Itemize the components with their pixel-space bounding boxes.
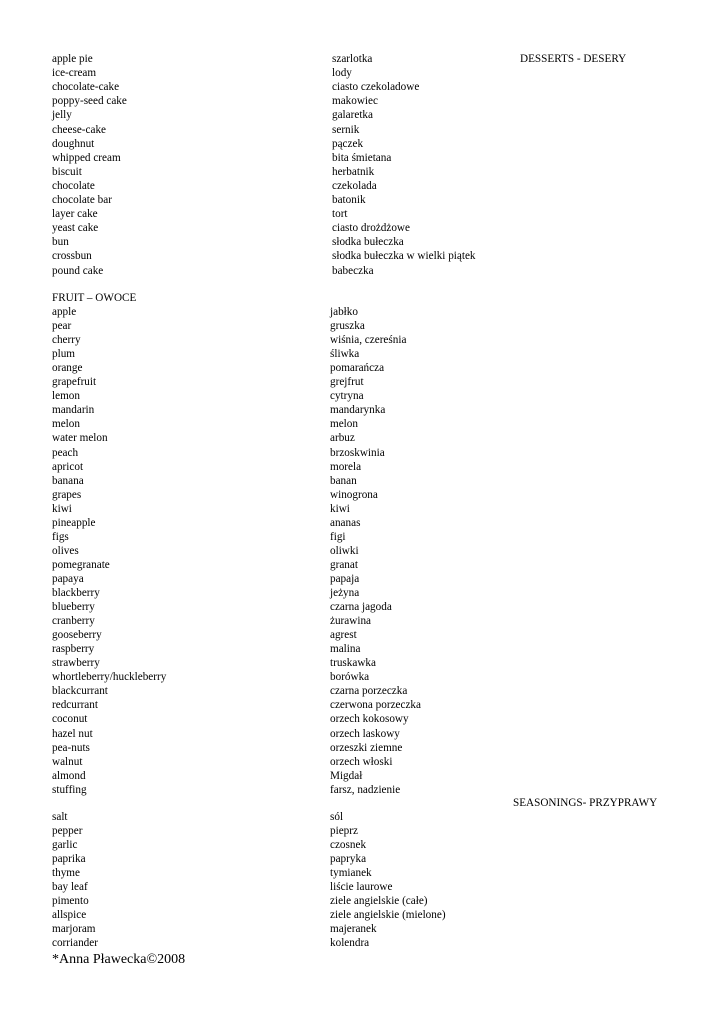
- desserts-heading: DESSERTS - DESERY: [520, 53, 627, 65]
- desserts-term-en: biscuit: [52, 165, 82, 178]
- seasonings-term-en: paprika: [52, 853, 86, 866]
- seasonings-term-pl: ziele angielskie (mielone): [330, 909, 446, 922]
- fruit-term-en: almond: [52, 769, 86, 782]
- fruit-term-pl: orzeszki ziemne: [330, 741, 403, 754]
- desserts-term-en: cheese-cake: [52, 123, 107, 136]
- fruit-term-en: blackcurrant: [52, 685, 108, 698]
- fruit-term-pl: papaja: [330, 572, 360, 585]
- fruit-term-pl: winogrona: [330, 488, 378, 501]
- desserts-term-en: chocolate-cake: [52, 81, 120, 94]
- fruit-term-en: blueberry: [52, 601, 95, 614]
- fruit-term-pl: czerwona porzeczka: [330, 699, 421, 712]
- fruit-term-pl: Migdał: [330, 769, 363, 782]
- fruit-term-pl: borówka: [330, 671, 370, 684]
- seasonings-term-en: garlic: [52, 839, 78, 852]
- desserts-term-pl: galaretka: [332, 109, 373, 122]
- fruit-term-pl: granat: [330, 558, 358, 571]
- desserts-term-en: bun: [52, 236, 69, 249]
- desserts-term-en: doughnut: [52, 137, 95, 150]
- fruit-term-pl: banan: [330, 474, 357, 487]
- seasonings-heading: SEASONINGS- PRZYPRAWY: [513, 797, 658, 809]
- desserts-term-en: pound cake: [52, 264, 104, 277]
- fruit-term-en: cranberry: [52, 615, 95, 628]
- fruit-term-en: water melon: [52, 432, 108, 445]
- seasonings-term-en: salt: [52, 811, 68, 823]
- fruit-term-en: cherry: [52, 334, 81, 347]
- desserts-term-en: poppy-seed cake: [52, 95, 127, 108]
- desserts-term-en: apple pie: [52, 53, 93, 65]
- fruit-term-pl: orzech laskowy: [330, 727, 400, 740]
- fruit-term-en: orange: [52, 362, 83, 375]
- seasonings-term-en: allspice: [52, 909, 87, 922]
- desserts-term-pl: bita śmietana: [332, 151, 392, 164]
- fruit-term-pl: kiwi: [330, 502, 350, 515]
- fruit-term-pl: brzoskwinia: [330, 446, 385, 459]
- fruit-term-pl: jeżyna: [330, 587, 360, 599]
- fruit-term-en: hazel nut: [52, 727, 93, 740]
- desserts-term-pl: szarlotka: [332, 53, 373, 65]
- fruit-term-pl: orzech włoski: [330, 755, 393, 768]
- desserts-term-pl: makowiec: [332, 95, 378, 108]
- fruit-term-pl: cytryna: [330, 390, 364, 403]
- seasonings-term-pl: czosnek: [330, 839, 367, 852]
- fruit-term-pl: gruszka: [330, 320, 365, 333]
- fruit-term-pl: farsz, nadzienie: [330, 783, 401, 796]
- fruit-term-en: pea-nuts: [52, 741, 90, 754]
- desserts-term-pl: ciasto drożdżowe: [332, 222, 410, 235]
- fruit-term-en: peach: [52, 446, 79, 459]
- fruit-heading: FRUIT – OWOCE: [52, 292, 137, 304]
- fruit-term-en: strawberry: [52, 657, 100, 670]
- fruit-term-en: raspberry: [52, 643, 95, 656]
- fruit-term-pl: arbuz: [330, 432, 355, 445]
- fruit-term-pl: figi: [330, 530, 346, 543]
- fruit-term-en: kiwi: [52, 502, 72, 515]
- fruit-term-pl: oliwki: [330, 544, 359, 557]
- fruit-term-pl: czarna jagoda: [330, 601, 392, 614]
- fruit-term-pl: truskawka: [330, 657, 376, 670]
- fruit-term-en: redcurrant: [52, 699, 98, 712]
- seasonings-term-pl: ziele angielskie (całe): [330, 895, 428, 908]
- fruit-term-en: whortleberry/huckleberry: [52, 671, 167, 684]
- fruit-term-pl: śliwka: [330, 348, 360, 361]
- desserts-term-pl: batonik: [332, 194, 366, 206]
- seasonings-term-pl: majeranek: [330, 923, 377, 936]
- fruit-term-en: apple: [52, 306, 77, 318]
- seasonings-term-en: marjoram: [52, 923, 96, 936]
- fruit-term-pl: orzech kokosowy: [330, 713, 409, 726]
- footer-copyright: *Anna Pławecka©2008: [52, 952, 186, 967]
- desserts-term-en: chocolate bar: [52, 194, 112, 206]
- seasonings-term-en: bay leaf: [52, 881, 88, 894]
- fruit-term-en: stuffing: [52, 783, 87, 796]
- seasonings-term-pl: papryka: [330, 853, 367, 866]
- desserts-term-en: chocolate: [52, 179, 95, 192]
- fruit-term-en: blackberry: [52, 587, 100, 599]
- desserts-term-en: ice-cream: [52, 67, 97, 80]
- fruit-term-en: lemon: [52, 390, 80, 403]
- fruit-term-en: grapefruit: [52, 376, 97, 389]
- seasonings-term-pl: liście laurowe: [330, 881, 393, 894]
- fruit-term-en: gooseberry: [52, 629, 102, 642]
- fruit-term-en: olives: [52, 544, 79, 557]
- fruit-term-en: plum: [52, 348, 75, 361]
- fruit-term-en: banana: [52, 474, 84, 487]
- fruit-term-pl: ananas: [330, 516, 361, 529]
- fruit-term-pl: malina: [330, 643, 361, 656]
- fruit-term-pl: morela: [330, 460, 362, 473]
- desserts-term-pl: ciasto czekoladowe: [332, 81, 420, 94]
- desserts-term-pl: sernik: [332, 123, 360, 136]
- fruit-term-pl: mandarynka: [330, 404, 386, 417]
- seasonings-term-pl: pieprz: [330, 825, 358, 838]
- fruit-term-en: apricot: [52, 460, 84, 473]
- desserts-term-pl: babeczka: [332, 264, 374, 277]
- seasonings-term-en: corriander: [52, 937, 98, 950]
- desserts-term-pl: czekolada: [332, 179, 377, 192]
- fruit-term-en: grapes: [52, 488, 82, 501]
- seasonings-term-en: pimento: [52, 895, 89, 908]
- fruit-term-pl: agrest: [330, 629, 357, 642]
- fruit-term-en: papaya: [52, 572, 84, 585]
- fruit-term-pl: jabłko: [330, 306, 358, 318]
- fruit-term-en: walnut: [52, 755, 83, 768]
- desserts-term-en: whipped cream: [52, 151, 121, 164]
- fruit-term-en: mandarin: [52, 404, 95, 417]
- seasonings-term-pl: sól: [330, 811, 344, 823]
- fruit-term-en: pear: [52, 320, 72, 333]
- fruit-term-en: coconut: [52, 713, 88, 726]
- desserts-term-pl: słodka bułeczka: [332, 236, 404, 249]
- desserts-term-pl: lody: [332, 67, 352, 80]
- desserts-term-pl: tort: [332, 208, 348, 221]
- seasonings-term-en: pepper: [52, 825, 83, 838]
- fruit-term-en: melon: [52, 418, 80, 431]
- fruit-term-pl: grejfrut: [330, 376, 364, 389]
- fruit-term-en: figs: [52, 530, 69, 543]
- fruit-term-pl: wiśnia, czereśnia: [330, 334, 407, 347]
- fruit-term-pl: czarna porzeczka: [330, 685, 408, 698]
- desserts-term-pl: herbatnik: [332, 165, 375, 178]
- desserts-term-en: yeast cake: [52, 222, 99, 235]
- seasonings-term-en: thyme: [52, 867, 80, 880]
- fruit-term-pl: pomarańcza: [330, 362, 385, 375]
- desserts-term-en: jelly: [52, 109, 72, 122]
- fruit-term-en: pineapple: [52, 516, 96, 529]
- seasonings-term-pl: tymianek: [330, 867, 372, 880]
- desserts-term-en: layer cake: [52, 208, 98, 221]
- fruit-term-en: pomegranate: [52, 558, 110, 571]
- fruit-term-pl: melon: [330, 418, 358, 431]
- desserts-term-en: crossbun: [52, 250, 92, 263]
- fruit-term-pl: żurawina: [330, 615, 371, 628]
- desserts-term-pl: słodka bułeczka w wielki piątek: [332, 250, 476, 263]
- seasonings-term-pl: kolendra: [330, 937, 370, 950]
- desserts-term-pl: pączek: [332, 137, 364, 150]
